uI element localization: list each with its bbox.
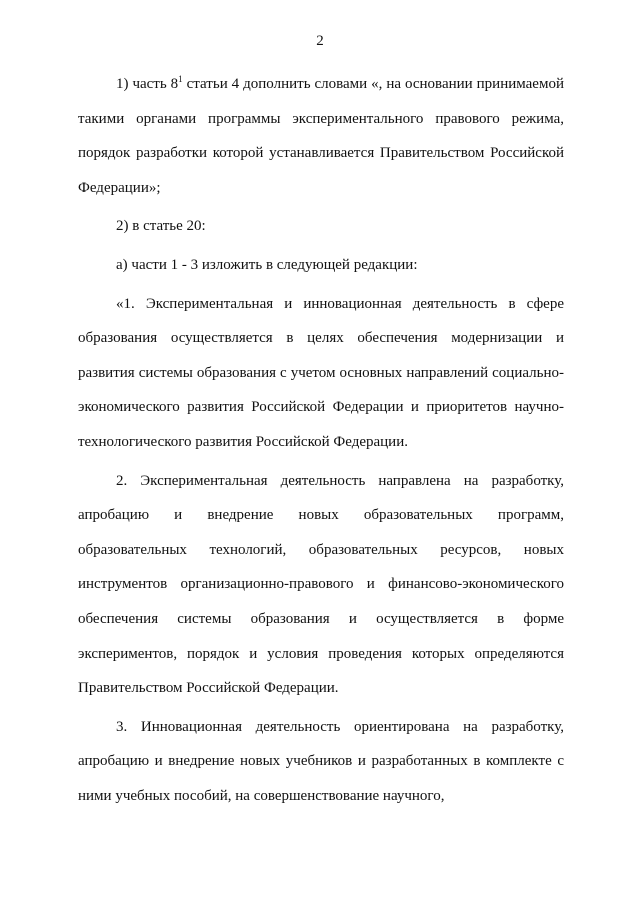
superscript: 1 (178, 74, 183, 84)
paragraph-clause-2: 2. Экспериментальная деятельность направлена на разработку, апробацию и внедрение новых образовательных программ, образовательных технологий, образовательных ресурсов, новых инструментов организационно-правового и финансово-экономического обеспечения системы образования и осуществляется в форме экспериментов, порядок и условия проведения которых определяются Правительством Российской Федерации. (78, 472, 564, 697)
paragraph-amendment-1 (78, 67, 564, 205)
paragraph-amendment-2a: а) части 1 - 3 изложить в следующей редакции: (116, 256, 418, 273)
paragraph-clause-1: «1. Экспериментальная и инновационная деятельность в сфере образования осуществляется в целях обеспечения модернизации и развития системы образования с учетом основных направлений социально-экономического развития Российской Федерации и приоритетов научно-технологического развития Российской Федерации. (78, 295, 564, 450)
paragraph-clause-3: 3. Инновационная деятельность ориентирована на разработку, апробацию и внедрение новых учебников и разработанных в комплекте с ними учебных пособий, на совершенствование научного, (78, 718, 564, 804)
page-number: 2 (316, 33, 324, 49)
document-body (78, 67, 564, 813)
paragraph-text: статьи 4 дополнить словами «, на основании принимаемой такими органами программы экспериментального правового режима, порядок разработки которой устанавливается Правительством Российской Федерации»; (78, 76, 564, 196)
paragraph-amendment-2: 2) в статье 20: (116, 218, 206, 235)
paragraph-text: 1) часть 8 (116, 76, 179, 92)
